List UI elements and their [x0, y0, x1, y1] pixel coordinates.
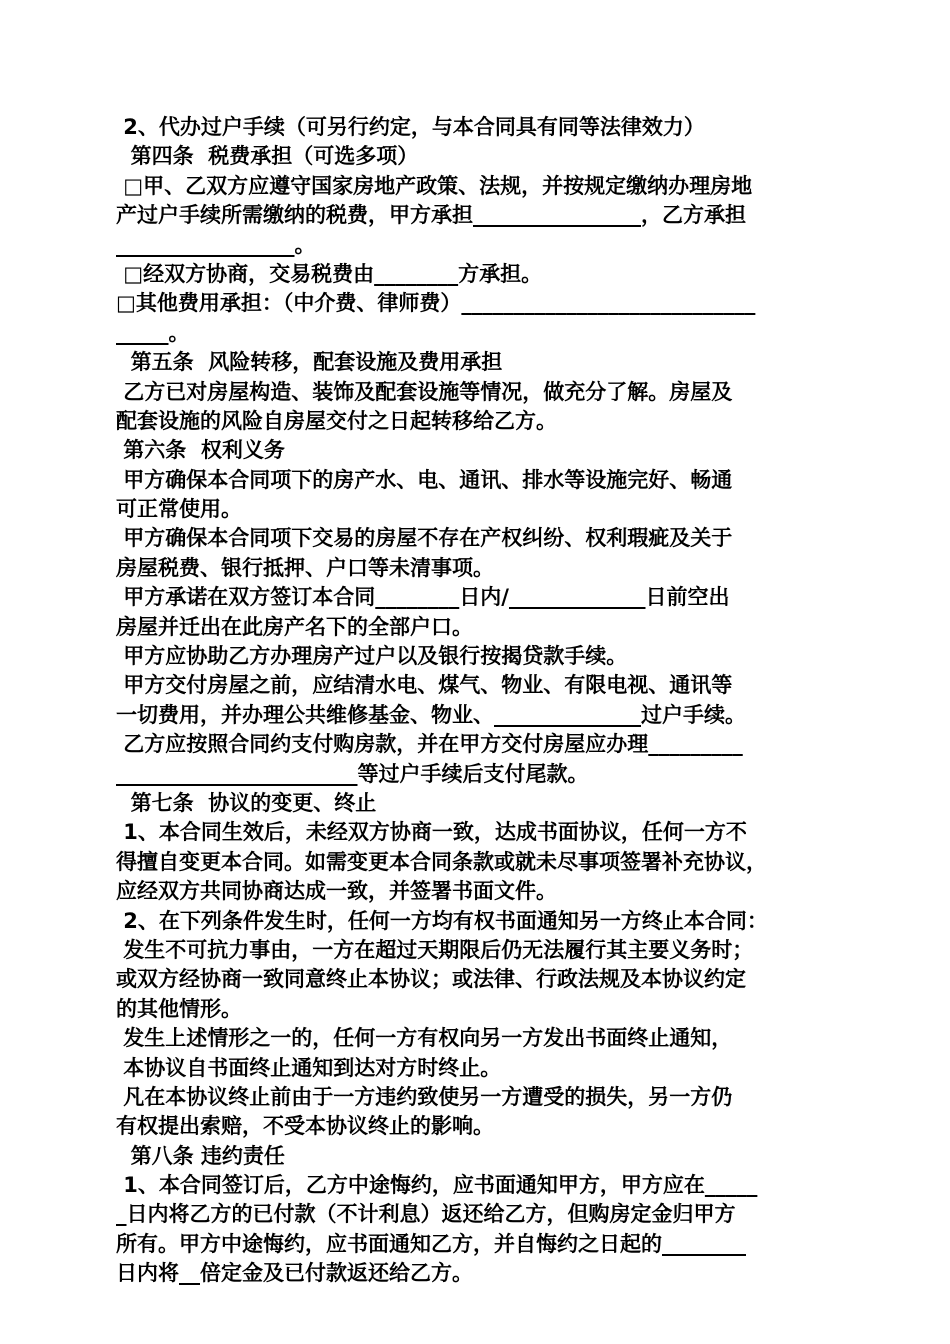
heading-article-8: 第八条 违约责任: [116, 1143, 285, 1168]
line-breach-1c: 所有。甲方中途悔约，应书面通知乙方，并自悔约之日起的________: [116, 1231, 746, 1256]
line-tax-option1-a: □甲、乙双方应遵守国家房地产政策、法规，并按规定缴纳办理房地: [116, 173, 753, 198]
line-change-1c: 应经双方共同协商达成一致，并签署书面文件。: [116, 879, 557, 904]
line-duty-2b: 房屋税费、银行抵押、户口等未清事项。: [116, 555, 494, 580]
line-tax-option1-b: 产过户手续所需缴纳的税费，甲方承担________________，乙方承担: [116, 203, 746, 228]
line-change-1b: 得擅自变更本合同。如需变更本合同条款或就未尽事项签署补充协议，: [116, 849, 767, 874]
line-tax-option3-b: _____。: [116, 320, 190, 345]
line-tax-option3-a: □其他费用承担：（中介费、律师费）____________________________: [116, 291, 756, 316]
line-change-2b: 发生不可抗力事由，一方在超过天期限后仍无法履行其主要义务时；: [116, 937, 754, 962]
line-duty-6a: 乙方应按照合同约支付购房款，并在甲方交付房屋应办理_________: [116, 732, 743, 757]
line-tax-option1-c: _________________。: [116, 232, 316, 257]
line-duty-5a: 甲方交付房屋之前，应结清水电、煤气、物业、有限电视、通讯等: [116, 673, 733, 698]
line-duty-3a: 甲方承诺在双方签订本合同________日内/_____________日前空出: [116, 585, 730, 610]
line-duty-1a: 甲方确保本合同项下的房产水、电、通讯、排水等设施完好、畅通: [116, 467, 733, 492]
line-risk-transfer-a: 乙方已对房屋构造、装饰及配套设施等情况，做充分了解。房屋及: [116, 379, 733, 404]
line-duty-3b: 房屋并迁出在此房产名下的全部户口。: [116, 614, 473, 639]
line-breach-1b: _日内将乙方的已付款（不计利息）返还给乙方，但购房定金归甲方: [116, 1202, 736, 1227]
contract-page: [116, 113, 846, 1289]
line-change-3a: 发生上述情形之一的，任何一方有权向另一方发出书面终止通知，: [116, 1026, 733, 1051]
line-duty-1b: 可正常使用。: [116, 497, 242, 522]
heading-article-6: 第六条 权利义务: [116, 438, 285, 463]
heading-article-4: 第四条 税费承担（可选多项）: [116, 144, 419, 169]
line-tax-option2: □经双方协商，交易税费由________方承担。: [116, 261, 543, 286]
line-change-4a: 凡在本协议终止前由于一方违约致使另一方遭受的损失，另一方仍: [116, 1084, 733, 1109]
heading-article-5: 第五条 风险转移，配套设施及费用承担: [116, 350, 503, 375]
line-change-3b: 本协议自书面终止通知到达对方时终止。: [116, 1055, 502, 1080]
line-change-2d: 的其他情形。: [116, 996, 242, 1021]
line-duty-5b: 一切费用，并办理公共维修基金、物业、______________过户手续。: [116, 702, 746, 727]
line-duty-2a: 甲方确保本合同项下交易的房屋不存在产权纠纷、权利瑕疵及关于: [116, 526, 733, 551]
line-duty-6b: _______________________等过户手续后支付尾款。: [116, 761, 589, 786]
line-clause3-item2: 2、代办过户手续（可另行约定，与本合同具有同等法律效力）: [116, 115, 705, 139]
heading-article-7: 第七条 协议的变更、终止: [116, 790, 377, 815]
line-breach-1a: 1、本合同签订后，乙方中途悔约，应书面通知甲方，甲方应在_____: [116, 1173, 758, 1198]
line-duty-4: 甲方应协助乙方办理房产过户以及银行按揭贷款手续。: [116, 644, 628, 669]
line-change-1a: 1、本合同生效后，未经双方协商一致，达成书面协议，任何一方不: [116, 820, 747, 845]
line-breach-1d: 日内将__倍定金及已付款返还给乙方。: [116, 1261, 473, 1286]
line-change-2a: 2、在下列条件发生时，任何一方均有权书面通知另一方终止本合同：: [116, 908, 768, 933]
line-risk-transfer-b: 配套设施的风险自房屋交付之日起转移给乙方。: [116, 408, 557, 433]
line-change-2c: 或双方经协商一致同意终止本协议；或法律、行政法规及本协议约定: [116, 967, 746, 992]
line-change-4b: 有权提出索赔，不受本协议终止的影响。: [116, 1114, 494, 1139]
